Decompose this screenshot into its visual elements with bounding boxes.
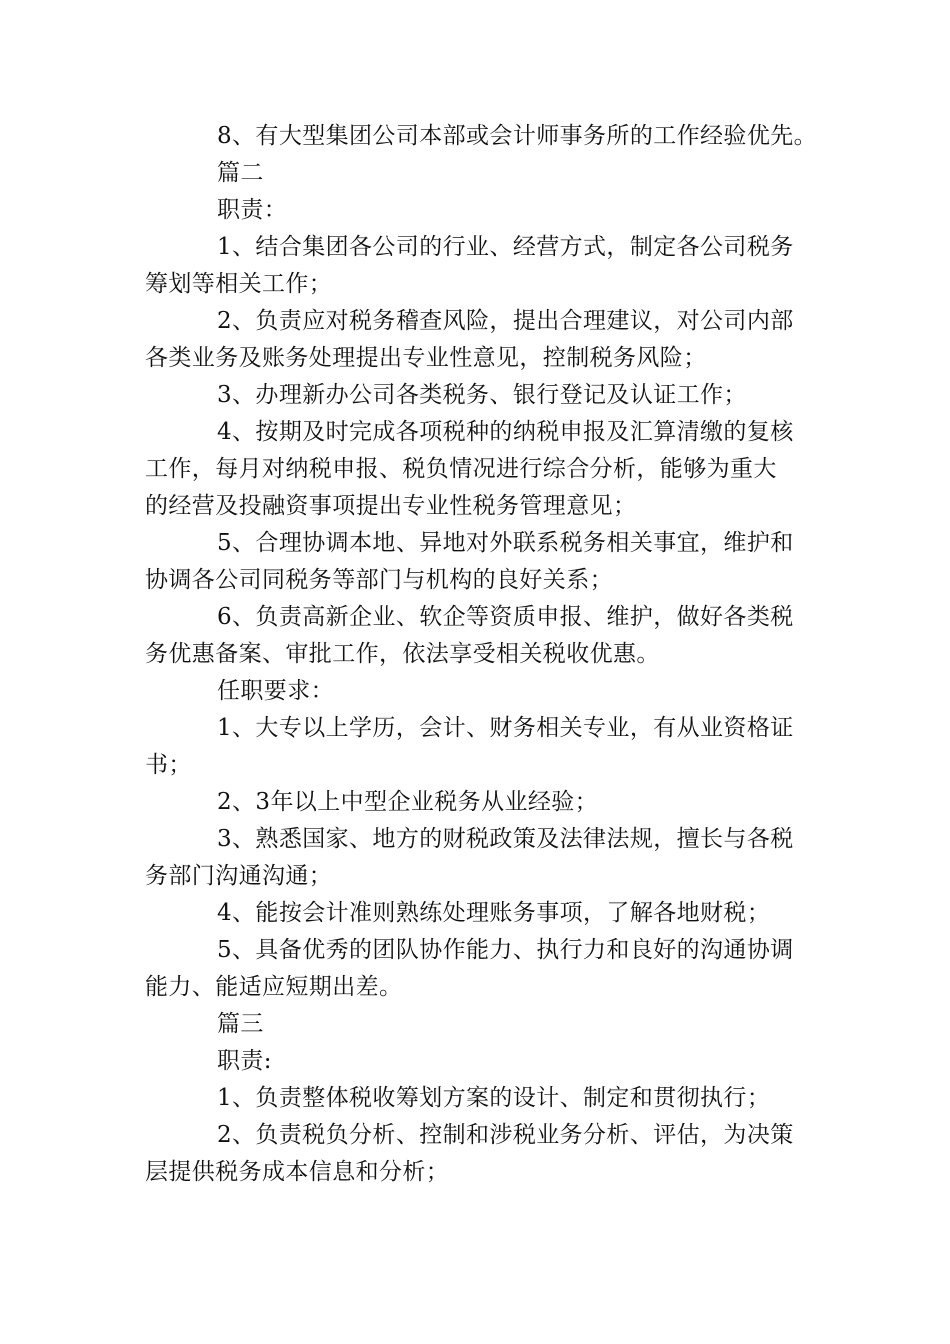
text-line: 协调各公司同税务等部门与机构的良好关系； <box>145 567 613 593</box>
text-line: 1、结合集团各公司的行业、经营方式，制定各公司税务 <box>217 234 794 260</box>
text-line: 1、负责整体税收筹划方案的设计、制定和贯彻执行； <box>217 1085 771 1111</box>
text-line: 3、办理新办公司各类税务、银行登记及认证工作； <box>217 382 747 408</box>
text-line: 篇三 <box>217 1011 264 1037</box>
text-line: 筹划等相关工作； <box>145 271 333 297</box>
text-line: 4、按期及时完成各项税种的纳税申报及汇算清缴的复核 <box>217 419 794 445</box>
text-line: 篇二 <box>217 160 264 186</box>
text-line: 务部门沟通沟通； <box>145 863 333 889</box>
text-line: 4、能按会计准则熟练处理账务事项，了解各地财税； <box>217 900 771 926</box>
text-line: 工作，每月对纳税申报、税负情况进行综合分析，能够为重大 <box>145 456 777 482</box>
text-line: 书； <box>145 752 192 778</box>
text-line: 6、负责高新企业、软企等资质申报、维护，做好各类税 <box>217 604 794 630</box>
text-line: 5、具备优秀的团队协作能力、执行力和良好的沟通协调 <box>217 937 794 963</box>
text-line: 层提供税务成本信息和分析； <box>145 1159 450 1185</box>
text-line: 各类业务及账务处理提出专业性意见，控制税务风险； <box>145 345 707 371</box>
text-line: 3、熟悉国家、地方的财税政策及法律法规，擅长与各税 <box>217 826 794 852</box>
text-line: 5、合理协调本地、异地对外联系税务相关事宜，维护和 <box>217 530 794 556</box>
text-line: 1、大专以上学历，会计、财务相关专业，有从业资格证 <box>217 715 794 741</box>
text-line: 8、有大型集团公司本部或会计师事务所的工作经验优先。 <box>217 123 818 149</box>
text-line: 2、负责税负分析、控制和涉税业务分析、评估，为决策 <box>217 1122 794 1148</box>
text-line: 2、负责应对税务稽查风险，提出合理建议，对公司内部 <box>217 308 794 334</box>
text-line: 能力、能适应短期出差。 <box>145 974 403 1000</box>
text-line: 职责： <box>217 197 288 223</box>
text-line: 2、3年以上中型企业税务从业经验； <box>217 789 599 815</box>
document-body <box>145 118 820 1191</box>
text-line: 职责: <box>217 1048 272 1074</box>
text-line: 的经营及投融资事项提出专业性税务管理意见； <box>145 493 637 519</box>
text-line: 任职要求： <box>217 678 334 704</box>
text-line: 务优惠备案、审批工作，依法享受相关税收优惠。 <box>145 641 660 667</box>
